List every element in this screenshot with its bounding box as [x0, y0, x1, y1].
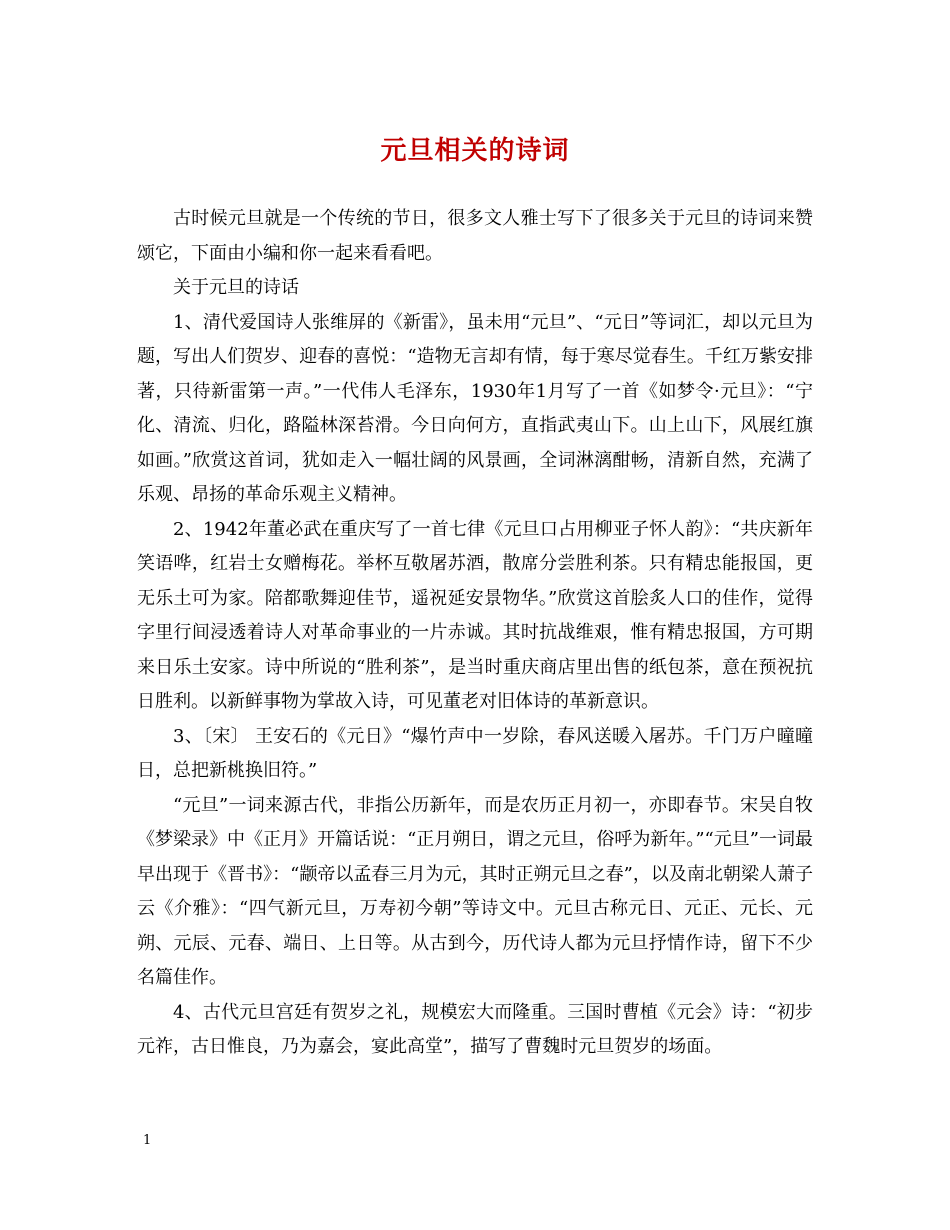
paragraph-item-3: 3、〔宋〕 王安石的《元日》“爆竹声中一岁除，春风送暖入屠苏。千门万户曈曈日，总把新桃换旧符。”: [137, 725, 813, 781]
paragraph-item-2: 2、1942年董必武在重庆写了一首七律《元旦口占用柳亚子怀人韵》：“共庆新年笑语哗，红岩士女赠梅花。举杯互敬屠苏酒，散席分尝胜利茶。只有精忠能报国，更无乐土可为家。陪都歌舞迎佳节，遥祝延安景物华。”欣赏这首脍炙人口的佳作，觉得字里行间浸透着诗人对革命事业的一片赤诚。其时抗战维艰，惟有精忠报国，方可期来日乐土安家。诗中所说的“胜利茶”，是当时重庆商店里出售的纸包茶，意在预祝抗日胜利。以新鲜事物为掌故入诗，可见董老对旧体诗的革新意识。: [137, 518, 813, 712]
paragraph-item-4: 4、古代元旦宫廷有贺岁之礼，规模宏大而隆重。三国时曹植《元会》诗：“初步元祚，古日惟良，乃为嘉会，宴此高堂”，描写了曹魏时元旦贺岁的场面。: [137, 1001, 813, 1057]
page-number: 1: [143, 1133, 152, 1148]
page-title: 元旦相关的诗词: [380, 136, 570, 166]
paragraph-yuandan-origin: “元旦”一词来源古代，非指公历新年，而是农历正月初一，亦即春节。宋吴自牧《梦梁录》中《正月》开篇话说：“正月朔日，谓之元旦，俗呼为新年。”“元旦”一词最早出现于《晋书》：“颛帝以孟春三月为元，其时正朔元旦之春”，以及南北朝梁人萧子云《介雅》：“四气新元旦，万寿初今朝”等诗文中。元旦古称元日、元正、元长、元朔、元辰、元春、端日、上日等。从古到今，历代诗人都为元旦抒情作诗，留下不少名篇佳作。: [137, 794, 813, 988]
paragraph-intro: 古时候元旦就是一个传统的节日，很多文人雅士写下了很多关于元旦的诗词来赞颂它，下面由小编和你一起来看看吧。: [137, 208, 813, 264]
paragraph-item-1: 1、清代爱国诗人张维屏的《新雷》，虽未用“元旦”、“元日”等词汇，却以元旦为题，写出人们贺岁、迎春的喜悦：“造物无言却有情，每于寒尽觉春生。千红万紫安排著，只待新雷第一声。”一代伟人毛泽东，1930年1月写了一首《如梦令·元旦》：“宁化、清流、归化，路隘林深苔滑。今日向何方，直指武夷山下。山上山下，风展红旗如画。”欣赏这首词，犹如走入一幅壮阔的风景画，全词淋漓酣畅，清新自然，充满了乐观、昂扬的革命乐观主义精神。: [137, 311, 813, 505]
document-body: [137, 202, 813, 1065]
paragraph-section-heading: 关于元旦的诗话: [173, 277, 299, 298]
